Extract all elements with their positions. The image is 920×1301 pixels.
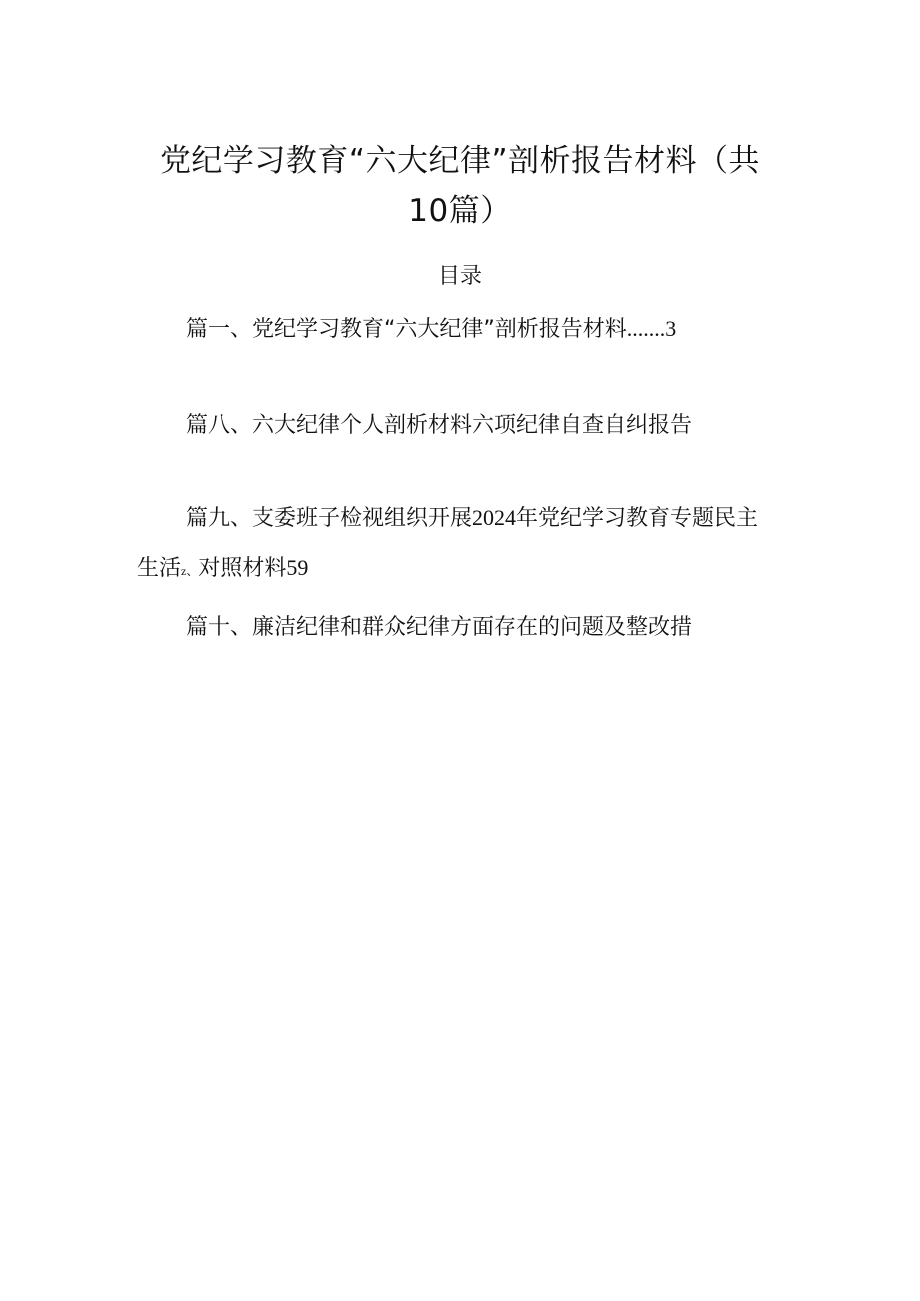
toc-entry-9-line-2[interactable] bbox=[137, 557, 308, 580]
toc-entry-10[interactable]: 篇十、廉洁纪律和群众纪律方面存在的问题及整改措 bbox=[186, 615, 693, 640]
document-title-line-1: 党纪学习教育“六大纪律”剖析报告材料（共 bbox=[159, 143, 761, 179]
toc-entry-1[interactable] bbox=[186, 318, 676, 341]
document-title-line-2: 10篇） bbox=[408, 193, 512, 229]
toc-entry-9-text-b: 年党纪学习教育专题民主 bbox=[516, 506, 759, 531]
toc-entry-1-title: 篇一、党纪学习教育“六大纪律”剖析报告材料 bbox=[186, 317, 627, 342]
toc-entry-9-text-d: 对照材料 bbox=[198, 556, 287, 581]
toc-entry-9-line-1[interactable] bbox=[186, 507, 758, 530]
toc-entry-1-leader-dots: ....... bbox=[626, 316, 666, 341]
toc-heading: 目录 bbox=[437, 264, 482, 289]
toc-entry-9-artifact: z、 bbox=[181, 564, 199, 578]
toc-entry-8[interactable]: 篇八、六大纪律个人剖析材料六项纪律自查自纠报告 bbox=[186, 413, 693, 438]
toc-entry-9-text-c: 生活 bbox=[137, 556, 182, 581]
toc-entry-9-page-number: 59 bbox=[286, 555, 309, 580]
toc-entry-1-page-number: 3 bbox=[665, 316, 677, 341]
toc-entry-9-year: 2024 bbox=[472, 505, 517, 530]
toc-entry-9-text-a: 篇九、支委班子检视组织开展 bbox=[186, 506, 473, 531]
